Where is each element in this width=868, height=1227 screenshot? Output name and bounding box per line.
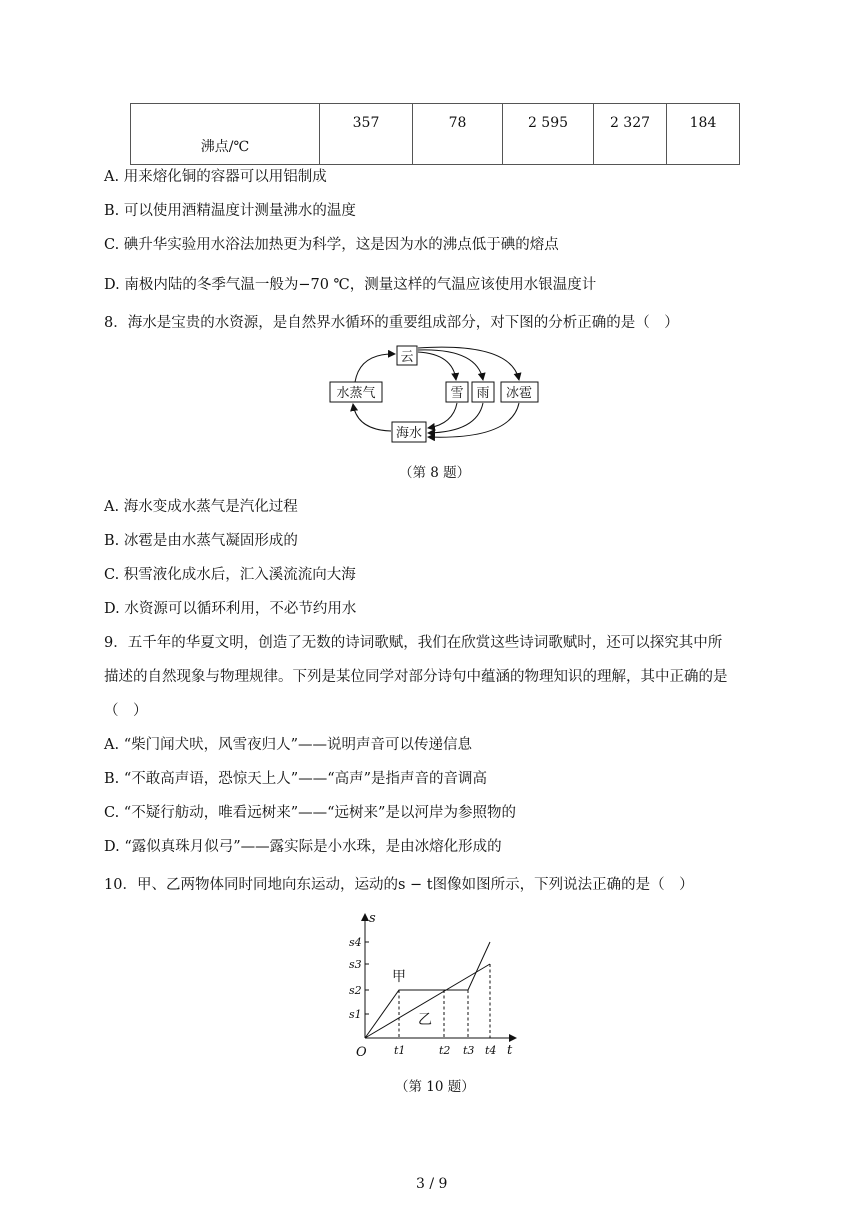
tick-s4: s4 [349, 936, 362, 949]
tick-s3: s3 [349, 958, 362, 971]
label-yi: 乙 [418, 1012, 432, 1028]
q7-option-b: B. 可以使用酒精温度计测量沸水的温度 [104, 203, 356, 219]
q7-option-a: A. 用来熔化铜的容器可以用铝制成 [104, 169, 327, 185]
q9-option-d: D. “露似真珠月似弓”——露实际是小水珠，是由冰熔化形成的 [104, 839, 502, 855]
table-cell: 184 [667, 104, 740, 165]
vapor-label: 水蒸气 [336, 386, 376, 401]
tick-t2: t2 [439, 1044, 451, 1057]
q9-stem-line-3: （ ） [104, 703, 148, 719]
hail-label: 冰雹 [505, 386, 533, 401]
boiling-point-table [130, 103, 740, 165]
q9-option-a: A. “柴门闻犬吠，风雪夜归人”——说明声音可以传递信息 [104, 737, 473, 753]
table-cell: 357 [320, 104, 413, 165]
snow-label: 雪 [450, 386, 464, 401]
q7-option-d: D. 南极内陆的冬季气温一般为−70 ℃，测量这样的气温应该使用水银温度计 [104, 277, 597, 293]
q9-option-b: B. “不敢高声语，恐惊天上人”——“高声”是指声音的音调高 [104, 771, 488, 787]
q8-stem: 8．海水是宝贵的水资源，是自然界水循环的重要组成部分，对下图的分析正确的是（ ） [104, 315, 679, 331]
q9-stem-line-1: 9．五千年的华夏文明，创造了无数的诗词歌赋，我们在欣赏这些诗词歌赋时，还可以探究其中所 [104, 635, 723, 651]
table-cell: 78 [413, 104, 503, 165]
label-jia: 甲 [392, 969, 406, 985]
tick-t1: t1 [394, 1044, 406, 1057]
page-number: 3 / 9 [416, 1176, 448, 1192]
q7-option-c: C. 碘升华实验用水浴法加热更为科学，这是因为水的沸点低于碘的熔点 [104, 237, 559, 253]
tick-t3: t3 [463, 1044, 475, 1057]
q8-option-c: C. 积雪液化成水后，汇入溪流流向大海 [104, 567, 356, 583]
origin-label: O [356, 1045, 367, 1060]
cloud-label: 云 [400, 350, 414, 365]
t-axis-label: t [507, 1043, 513, 1058]
q10-figure-caption: （第 10 题） [395, 1079, 475, 1095]
table-cell: 2 595 [503, 104, 594, 165]
s-axis-label: s [369, 911, 376, 926]
q9-option-c: C. “不疑行舫动，唯看远树来”——“远树来”是以河岸为参照物的 [104, 805, 516, 821]
s-t-graph [340, 908, 525, 1063]
q10-stem: 10．甲、乙两物体同时同地向东运动，运动的s − t图像如图所示，下列说法正确的是（ ） [104, 877, 694, 893]
tick-s1: s1 [349, 1008, 362, 1021]
sea-label: 海水 [395, 426, 423, 441]
q8-figure-caption: （第 8 题） [399, 465, 471, 481]
q8-option-b: B. 冰雹是由水蒸气凝固形成的 [104, 533, 298, 549]
table-cell: 2 327 [594, 104, 667, 165]
water-cycle-diagram [325, 340, 550, 445]
rain-label: 雨 [476, 386, 490, 401]
q8-option-a: A. 海水变成水蒸气是汽化过程 [104, 499, 298, 515]
table-label-cell: 沸点/℃ [131, 104, 320, 165]
tick-t4: t4 [485, 1044, 497, 1057]
q8-option-d: D. 水资源可以循环利用，不必节约用水 [104, 601, 357, 617]
tick-s2: s2 [349, 984, 362, 997]
q9-stem-line-2: 描述的自然现象与物理规律。下列是某位同学对部分诗句中蕴涵的物理知识的理解，其中正确的是 [104, 669, 728, 685]
